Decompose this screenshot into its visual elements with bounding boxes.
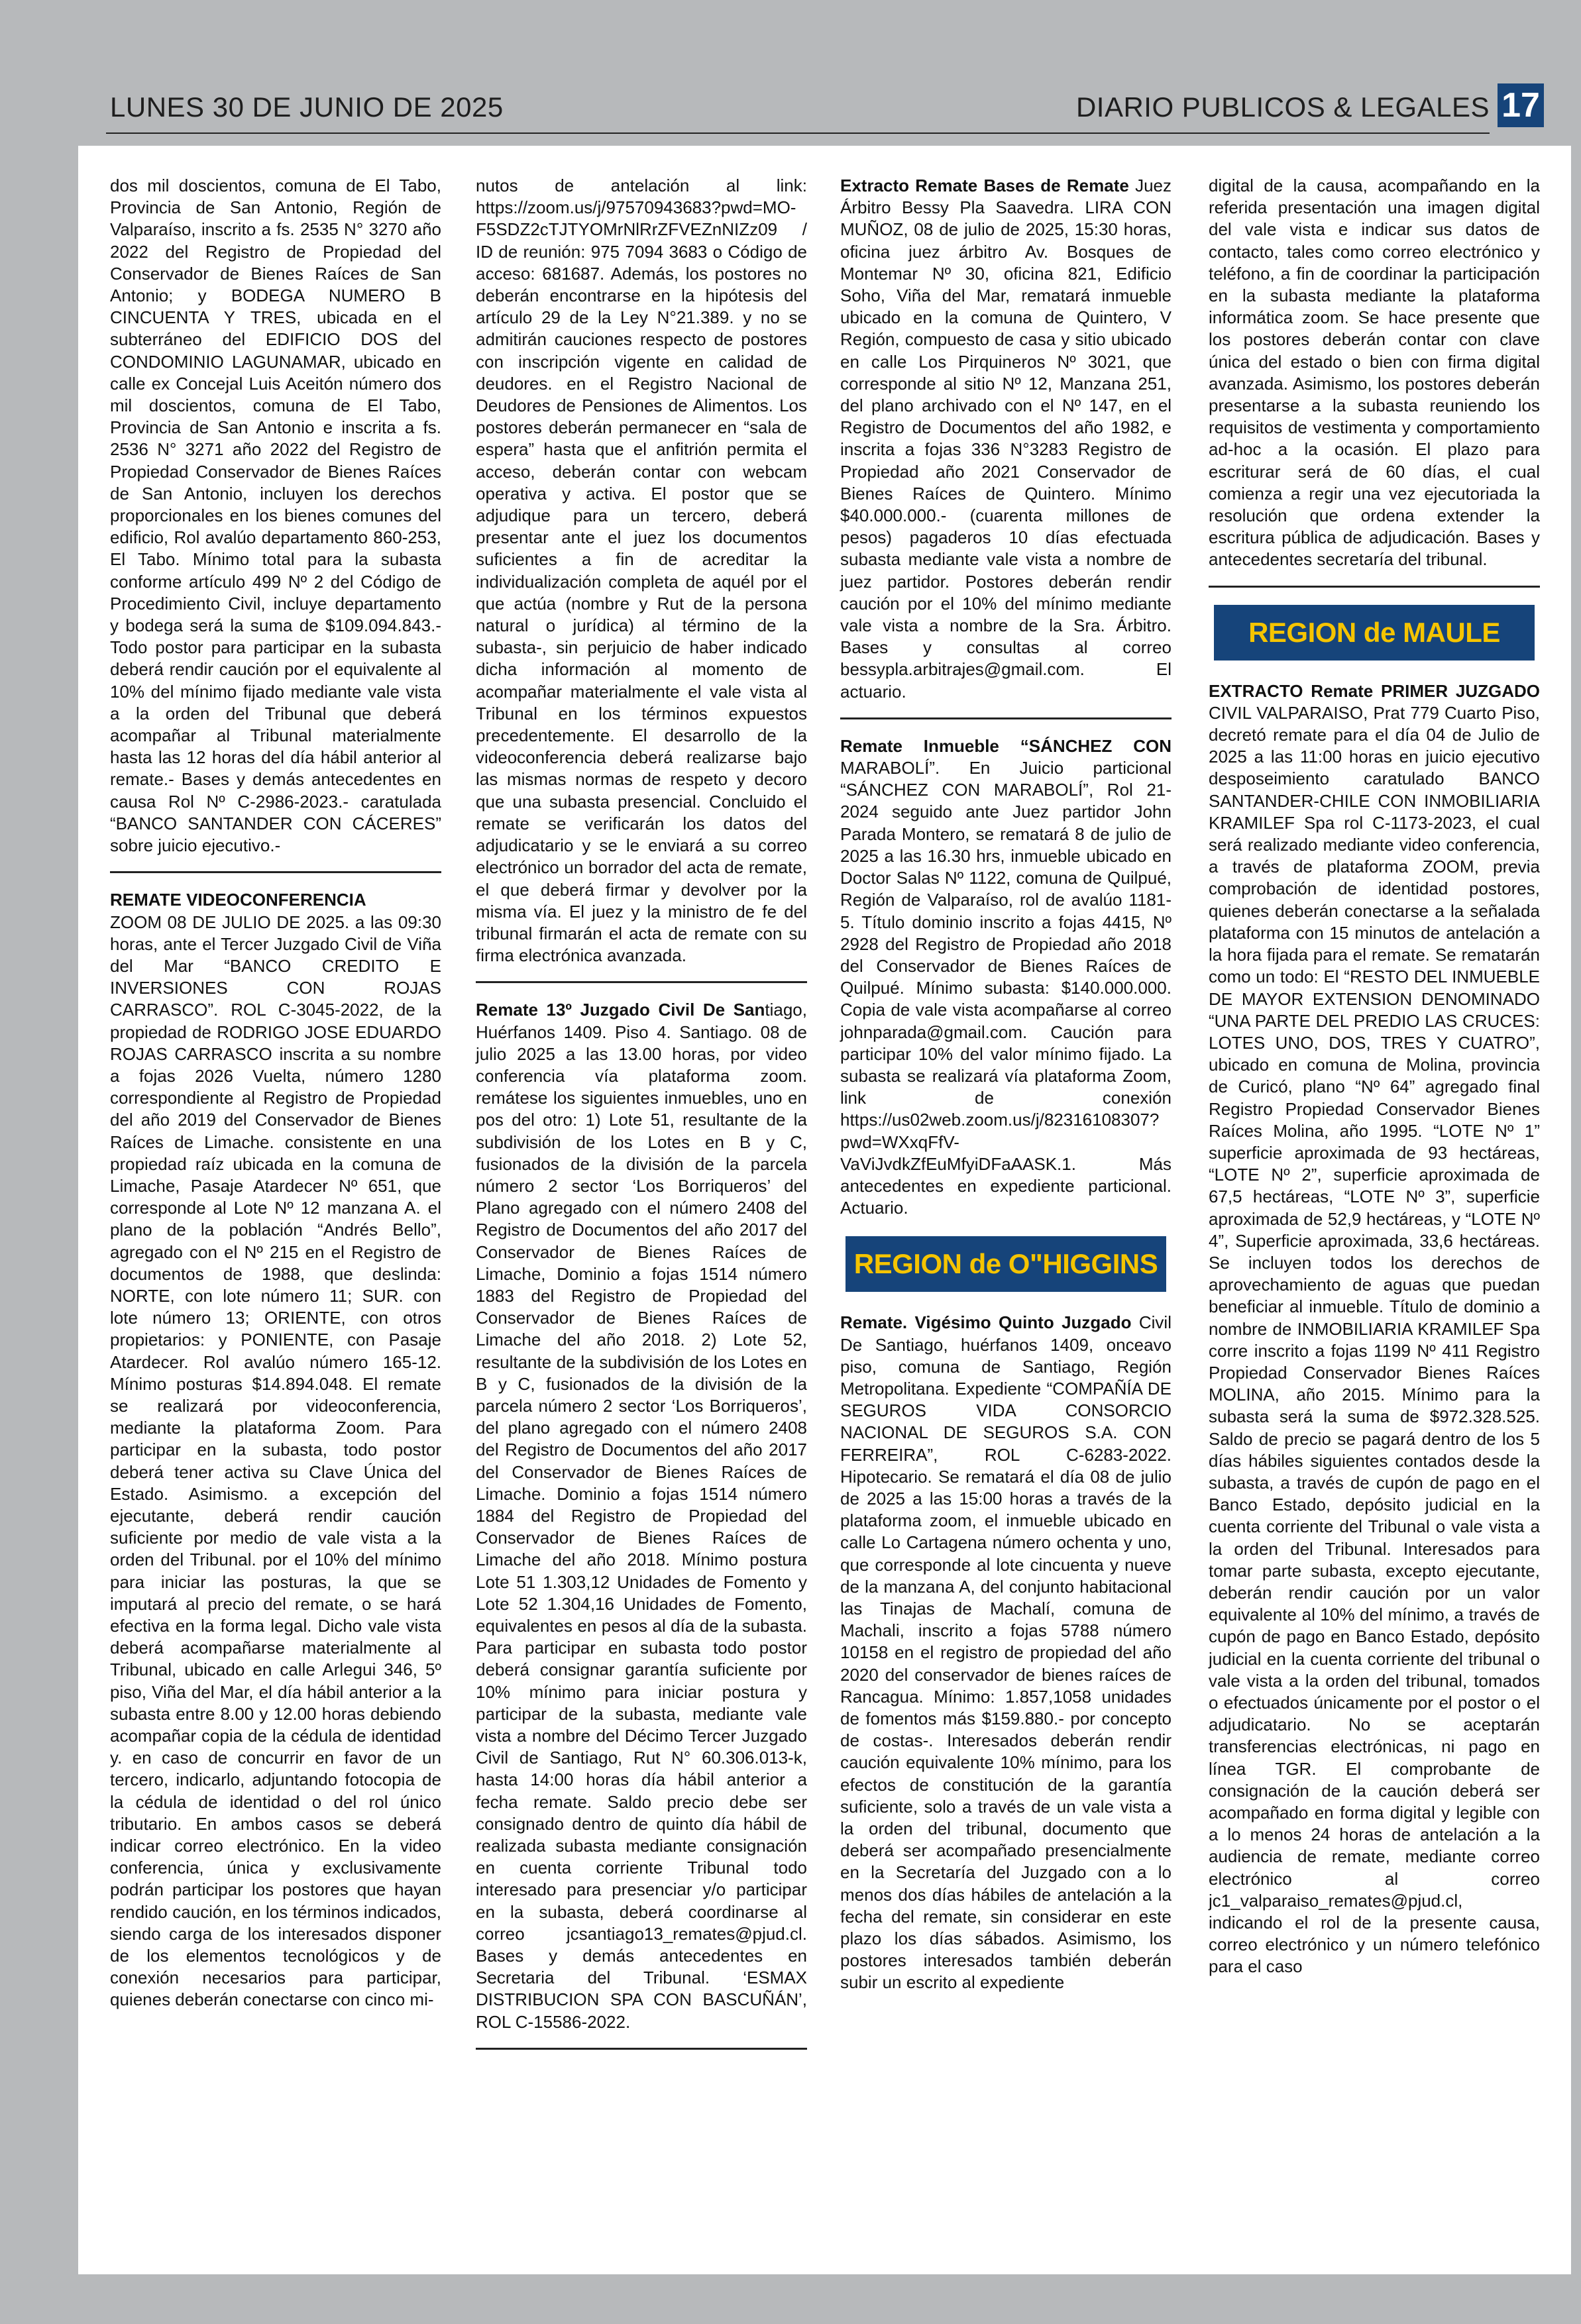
notice-extracto-bases bbox=[840, 175, 1172, 703]
column-2 bbox=[476, 175, 807, 2066]
notice-text: Juez Árbitro Bessy Pla Saavedra. LIRA CON MUÑOZ, 08 de julio de 2025, 15:30 horas, oficina juez árbitro Av. Bosques de Montemar Nº 30, oficina 821, Edificio Soho, Viña del Mar, rematará inmueble ubicado en la comuna de Quintero, V Región, compuesto de casa y sitio ubicado en calle Los Pirquineros Nº 3021, que corresponde al sitio Nº 12, Manzana 251, del plano archivado con el Nº 147, en el Registro de Documentos del año 1982, e inscrita a fojas 336 N°3283 Registro de Propiedad año 2021 Conservador de Bienes Raíces de Quintero. Mínimo $40.000.000.- (cuarenta millones de pesos) pagaderos 10 días efectuada subasta mediante vale vista a nombre de juez partidor. Postores deberán rendir caución por el 10% del mínimo mediante vale vista a nombre de la Sra. Árbitro. Bases y consultas al correo bessypla.arbitrajes@gmail.com. El actuario. bbox=[840, 176, 1172, 702]
notice-lead: Remate Inmueble “SÁNCHEZ CON bbox=[840, 735, 1172, 756]
notice-remate-videoconferencia bbox=[110, 889, 441, 2011]
notice-text: nutos de antelación al link: https://zoom.us/j/97570943683?pwd=MO-F5SDZ2cTJTYOMrNlRrZFVEZnNIZz09 / ID de reunión: 975 7094 3683 o Código de acceso: 681687. Además, los postores no deberán encontrarse en la hipótesis del artículo 29 de la Ley N°21.389. y no se admitirán cauciones respecto de postores con inscripción vigente en calidad de deudores. en el Registro Nacional de Deudores de Pensiones de Alimentos. Los postores deberán permanecer en “sala de espera” hasta que el anfitrión permita el acceso, deberán contar con webcam operativa y activa. El postor que se adjudique para un tercero, deberá presentar ante el juez los documentos suficientes a fin de acreditar la individualización completa de aquél por el que actúa (nombre y Rut de la persona natural o jurídica) al término de la subasta-, sin perjuicio de haber indicado dicha información al momento de acompañar materialmente el vale vista al Tribunal en los términos expuestos precedentemente. El desarrollo de la videoconferencia deberá realizarse bajo las mismas normas de respeto y decoro que una subasta presencial. Concluido el remate se verificarán los datos del adjudicatario y se le enviará a su correo electrónico un borrador del acta de remate, el que deberá firmar y devolver por la misma vía. El juez y la ministro de fe del tribunal firmarán el acta de remate con su firma electrónica avanzada. bbox=[476, 176, 807, 966]
notice-lead: EXTRACTO Remate PRIMER JUZGADO bbox=[1209, 680, 1540, 701]
notice-text: tiago, Huérfanos 1409. Piso 4. Santiago. 08 de julio 2025 a las 13.00 horas, por video conferencia vía plataforma zoom. remátese los siguientes inmuebles, uno en pos del otro: 1) Lote 51, resultante de la subdivisión de los Lotes en B y C, fusionados de la división de la parcela número 2 sector ‘Los Borriqueros’ del Plano agregado con el número 2408 del Registro de Documentos del año 2017 del Conservador de Bienes Raíces de Limache, Dominio a fojas 1514 número 1883 del Registro de Propiedad del Conservador de Bienes Raíces de Limache del año 2018. 2) Lote 52, resultante de la subdivisión de los Lotes en B y C, fusionados de la división de la parcela número 2 sector ‘Los Borriqueros’, del plano agregado con el número 2408 del Registro de Documentos del año 2017 del Conservador de Bienes Raíces de Limache. Dominio a fojas 1514 número 1884 del Registro de Propiedad del Conservador de Bienes Raíces de Limache del año 2018. Mínimo postura Lote 51 1.303,12 Unidades de Fomento y Lote 52 1.304,16 Unidades de Fomento, equivalentes en pesos al día de la subasta. Para participar en subasta todo postor deberá consignar garantía suficiente por 10% mínimo para iniciar postura y participar de la subasta, mediante vale vista a nombre del Décimo Tercer Juzgado Civil de Santiago, Rut N° 60.306.013-k, hasta 14:00 horas día hábil anterior a fecha remate. Saldo precio debe ser consignado dentro de quinto día hábil de realizada subasta mediante consignación en cuenta corriente Tribunal todo interesado para presenciar y/o participar en la subasta, deberá coordinarse al correo jcsantiago13_remates@pjud.cl. Bases y demás antecedentes en Secretaria del Tribunal. ‘ESMAX DISTRIBUCION SPA CON BASCUÑÁN’, ROL C-15586-2022. bbox=[476, 1000, 807, 2032]
notice-lead: Extracto Remate Bases de Remate bbox=[840, 176, 1129, 195]
publication-name: DIARIO PUBLICOS & LEGALES bbox=[1075, 91, 1490, 123]
notice-continued bbox=[110, 175, 441, 857]
notice-lead: Remate. Vigésimo Quinto Juzgado bbox=[840, 1312, 1132, 1333]
notice-text: MARABOLÍ”. En Juicio particional “SÁNCHEZ CON MARABOLÍ”, Rol 21-2024 seguido ante Juez partidor John Parada Montero, se rematará 8 de julio de 2025 a las 16.30 hrs, inmueble ubicado en Doctor Salas Nº 1122, comuna de Quilpué, Región de Valparaíso, rol de avalúo 1181-5. Título dominio inscrito a fojas 4415, Nº 2928 del Registro de Propiedad año 2018 del Conservador de Bienes Raíces de Quilpué. Mínimo subasta: $140.000.000. Copia de vale vista acompañarse al correo johnparada@gmail.com. Caución para participar 10% del valor mínimo fijado. La subasta se realizará vía plataforma Zoom, link de conexión https://us02web.zoom.us/j/82316108307?pwd=WXxqFfV-VaViJvdkZfEuMfyiDFaAASK.1. Más antecedentes en expediente particional. Actuario. bbox=[840, 758, 1172, 1218]
notice-continued bbox=[1209, 175, 1540, 571]
notice-remate-13-juzgado bbox=[476, 999, 807, 2033]
notice-text: dos mil doscientos, comuna de El Tabo, Provincia de San Antonio, Región de Valparaíso, inscrito a fs. 2535 N° 3270 año 2022 del Registro de Propiedad del Conservador de Bienes Raíces de San Antonio; y BODEGA NUMERO B CINCUENTA Y TRES, ubicada en el subterráneo del EDIFICIO DOS del CONDOMINIO LAGUNAMAR, ubicado en calle ex Concejal Luis Aceitón número dos mil doscientos, comuna de El Tabo, Provincia de San Antonio e inscrita a fs. 2536 N° 3271 año 2022 del Registro de Propiedad Conservador de Bienes Raíces de San Antonio, incluyen los derechos proporcionales en los bienes comunes del edificio, Rol avalúo departamento 860-253, El Tabo. Mínimo total para la subasta conforme artículo 499 Nº 2 del Código de Procedimiento Civil, incluye departamento y bodega será la suma de $109.094.843.- Todo postor para participar en la subasta deberá rendir caución por el equivalente al 10% del mínimo fijado mediante vale vista a la orden del Tribunal que deberá acompañar al Tribunal materialmente hasta las 12 horas del día hábil anterior al remate.- Bases y demás antecedentes en causa Rol Nº C-2986-2023.- caratulada “BANCO SANTANDER CON CÁCERES” sobre juicio ejecutivo.- bbox=[110, 176, 441, 856]
notice-lead: REMATE VIDEOCONFERENCIA bbox=[110, 890, 366, 910]
region-banner-ohiggins bbox=[845, 1236, 1166, 1292]
notice-text: digital de la causa, acompañando en la referida presentación una imagen digital del vale vista e indicar sus datos de contacto, tales como correo electrónico y teléfono, a fin de coordinar la participación en la subasta mediante la plataforma informática zoom. Se hace presente que los postores deberán contar con clave única del estado o bien con firma digital avanzada. Asimismo, los postores deberán presentarse a la subasta reuniendo los requisitos de vestimenta y comportamiento ad-hoc a la ocasión. El plazo para escriturar será de 60 días, el cual comienza a regir una vez ejecutoriada la resolución que ordena extender la escritura pública de adjudicación. Bases y antecedentes secretaría del tribunal. bbox=[1209, 176, 1540, 570]
notice-continued bbox=[476, 175, 807, 967]
notice-separator bbox=[110, 871, 441, 873]
page-number: 17 bbox=[1498, 83, 1544, 127]
header-rule bbox=[106, 132, 1490, 134]
notice-separator bbox=[476, 2048, 807, 2050]
notice-remate-sanchez bbox=[840, 735, 1172, 1219]
page-header bbox=[106, 83, 1544, 143]
notice-text: ZOOM 08 DE JULIO DE 2025. a las 09:30 horas, ante el Tercer Juzgado Civil de Viña del Mar “BANCO CREDITO E INVERSIONES CON ROJAS CARRASCO”. ROL C-3045-2022, de la propiedad de RODRIGO JOSE EDUARDO ROJAS CARRASCO inscrita a su nombre a fojas 2026 Vuelta, número 1280 correspondiente al Registro de Propiedad del año 2019 del Conservador de Bienes Raíces de Limache. consistente en una propiedad raíz ubicada en la comuna de Limache, Pasaje Atardecer Nº 651, que corresponde al Lote Nº 12 manzana A. el plano de la población “Andrés Bello”, agregado con el Nº 215 en el Registro de documentos de 1988, que deslinda: NORTE, con lote número 11; SUR. con lote número 13; ORIENTE, con otros propietarios: y PONIENTE, con Pasaje Atardecer. Rol avalúo número 165-12. Mínimo posturas $14.894.048. El remate se realizará por videoconferencia, mediante la plataforma Zoom. Para participar en la subasta, todo postor deberá tener activa su Clave Única del Estado. Asimismo. a excepción del ejecutante, deberá rendir caución suficiente por medio de vale vista a la orden del Tribunal. por el 10% del mínimo para iniciar las posturas, la que se imputará al precio del remate, o se hará efectiva en la forma legal. Dicho vale vista deberá acompañarse materialmente al Tribunal, ubicado en calle Arlegui 346, 5º piso, Viña del Mar, el día hábil anterior a la subasta entre 8.00 y 12.00 horas debiendo acompañar copia de la cédula de identidad y. en caso de concurrir en favor de un tercero, indicarlo, adjuntando fotocopia de la cédula de identidad o del rol único tributario. En ambos casos se deberá indicar correo electrónico. En la video conferencia, única y exclusivamente podrán participar los postores que hayan rendido caución, en los términos indicados, siendo carga de los interesados disponer de los elementos tecnológicos y de conexión necesarios para participar, quienes deberán conectarse con cinco mi- bbox=[110, 912, 441, 2010]
region-banner-label: REGION de O"HIGGINS bbox=[853, 1248, 1158, 1280]
notice-remate-vigesimo-quinto bbox=[840, 1312, 1172, 1993]
notice-extracto-primer-juzgado bbox=[1209, 680, 1540, 1978]
notice-separator bbox=[476, 981, 807, 983]
notice-separator bbox=[1209, 586, 1540, 588]
issue-date: LUNES 30 DE JUNIO DE 2025 bbox=[110, 91, 504, 123]
region-banner-maule bbox=[1214, 605, 1535, 660]
column-1 bbox=[110, 175, 441, 2011]
column-4 bbox=[1209, 175, 1540, 1978]
region-banner-label: REGION de MAULE bbox=[1248, 616, 1500, 648]
content-sheet bbox=[78, 146, 1571, 2274]
notice-separator bbox=[840, 717, 1172, 719]
column-3 bbox=[840, 175, 1172, 1994]
notice-lead: Remate 13º Juzgado Civil De San bbox=[476, 1000, 765, 1020]
notice-text: Civil De Santiago, huérfanos 1409, onceavo piso, comuna de Santiago, Región Metropolitana. Expediente “COMPAÑÍA DE SEGUROS VIDA CONSORCIO NACIONAL DE SEGUROS S.A. CON FERREIRA”, ROL C-6283-2022. Hipotecario. Se rematará el día 08 de julio de 2025 a las 15:00 horas a través de la plataforma zoom, el inmueble ubicado en calle Lo Cartagena número ochenta y uno, que corresponde al lote cincuenta y nueve de la manzana A, del conjunto habitacional las Tinajas de Machalí, comuna de Machali, inscrito a fojas 5788 número 10158 en el registro de propiedad del año 2020 del conservador de bienes raíces de Rancagua. Mínimo: 1.857,1058 unidades de fomentos más $159.880.- por concepto de costas-. Interesados deberán rendir caución equivalente 10% mínimo, para los efectos de constitución de la garantía suficiente, solo a través de un vale vista a la orden del tribunal, documento que deberá ser acompañado presencialmente en la Secretaría del Juzgado con a lo menos dos días hábiles de antelación a la fecha del remate, sin considerar en este plazo los días sábados. Asimismo, los postores interesados también deberán subir un escrito al expediente bbox=[840, 1312, 1172, 1993]
notice-text: CIVIL VALPARAISO, Prat 779 Cuarto Piso, decretó remate para el día 04 de Julio de 2025 a las 11:00 horas en juicio ejecutivo desposeimiento caratulado BANCO SANTANDER-CHILE CON INMOBILIARIA KRAMILEF Spa rol C-1173-2023, el cual será realizado mediante video conferencia, a través de plataforma ZOOM, previa comprobación de identidad postores, quienes deberán conectarse a la señalada plataforma con 15 minutos de antelación a la hora fijada para el remate. Se rematarán como un todo: El “RESTO DEL INMUEBLE DE MAYOR EXTENSION DENOMINADO “UNA PARTE DEL PREDIO LAS CRUCES: LOTES UNO, DOS, TRES Y CUATRO”, ubicado en comuna de Molina, provincia de Curicó, plano “Nº 64” agregado final Registro Propiedad Conservador Bienes Raíces Molina, año 1995. “LOTE Nº 1” superficie aproximada de 93 hectáreas, “LOTE Nº 2”, superficie aproximada de 67,5 hectáreas, “LOTE Nº 3”, superficie aproximada de 52,9 hectáreas, y “LOTE Nº 4”, Superficie aproximada, 33,6 hectáreas. Se incluyen todos los derechos de aprovechamiento de aguas que puedan beneficiar al inmueble. Título de dominio a nombre de INMOBILIARIA KRAMILEF Spa corre inscrito a fojas 1199 Nº 411 Registro Propiedad Conservador Bienes Raíces MOLINA, año 2015. Mínimo para la subasta será la suma de $972.328.525. Saldo de precio se pagará dentro de los 5 días hábiles siguientes contados desde la subasta, a través de cupón de pago en el Banco Estado, depósito judicial en la cuenta corriente del Tribunal o vale vista a la orden del Tribunal. Interesados para tomar parte subasta, excepto ejecutante, deberán rendir caución por un valor equivalente al 10% del mínimo, a través de cupón de pago en Banco Estado, depósito judicial en la cuenta corriente del tribunal o vale vista a la orden del tribunal, tomados o efectuados únicamente por el postor o el adjudicatario. No se aceptarán transferencias electrónicas, ni pago en línea TGR. El comprobante de consignación de la caución deberá ser acompañado en forma digital y legible con a lo menos 24 horas de antelación a la audiencia de remate, mediante correo electrónico al correo jc1_valparaiso_remates@pjud.cl, indicando el rol de la presente causa, correo electrónico y un número telefónico para el caso bbox=[1209, 702, 1540, 1977]
